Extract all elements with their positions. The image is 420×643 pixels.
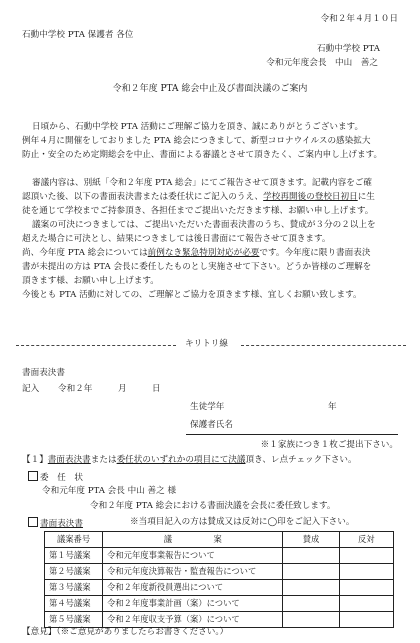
intro-line: 防止・安全のため定期総会を中止、書面による審議とさせて頂きたく、ご案内申し上げます。 [22, 150, 383, 160]
body-line [22, 248, 370, 259]
agenda-number: 第５号議案 [45, 612, 103, 628]
entry-era: 令和２年 [58, 384, 93, 394]
proxy-text: 令和２年度 PTA 総会における書面決議を会長に委任致します。 [90, 501, 336, 511]
oppose-cell[interactable] [339, 548, 393, 564]
approve-cell[interactable] [283, 612, 339, 628]
vote-checkbox[interactable] [28, 517, 38, 527]
cut-label: キリトリ線 [181, 339, 232, 350]
body-line: 徒を通じて学校までご持参頂き、各担任までご提出いただきます様、お願い申し上げます。 [22, 206, 374, 216]
body-text: です。今年度に限り書面表決 [259, 248, 371, 258]
document-date: 令和２年４月１０日 [320, 14, 398, 24]
body-line: 書が未提出の方は PTA 会長に委任したものとし実施させて下さい。どうか皆様のご理解を [22, 262, 372, 272]
form-note: ※１家族につき１枚ご提出下さい。 [260, 440, 398, 450]
proxy-checkbox[interactable] [28, 471, 38, 481]
vote-table [44, 531, 394, 628]
question-text: 頂き、レ点チェック下さい。 [245, 455, 357, 465]
vote-label: 書面表決書 [40, 519, 83, 529]
opinion-note: （※ご意見がありましたらお書きください。） [56, 627, 229, 637]
body-text: 尚、今年度 PTA 総会については [22, 248, 148, 258]
question-text: または [90, 455, 117, 465]
body-text: に生 [357, 192, 375, 202]
agenda-item: 令和２年度新役員選出について [103, 580, 283, 596]
oppose-cell[interactable] [339, 612, 393, 628]
grade-label: 生徒学年 [190, 402, 225, 412]
document-title: 令和２年度 PTA 総会中止及び書面決議のご案内 [112, 84, 308, 94]
agenda-item: 令和２年度事業計画（案）について [103, 596, 283, 612]
underlined-text: 学校再開後の登校日初日 [263, 192, 358, 202]
body-line: 超えた場合に可決とし、結果につきましては後日書面にて報告させて頂きます。 [22, 234, 331, 244]
header-cell: 反対 [339, 532, 393, 548]
underlined-text: 書面表決書 [47, 455, 91, 465]
oppose-cell[interactable] [339, 580, 393, 596]
header-cell: 賛成 [283, 532, 339, 548]
grade-suffix: 年 [328, 402, 337, 412]
underlined-text: 前例なき緊急特別対応が必要 [147, 248, 260, 258]
table-row [45, 564, 394, 580]
agenda-item: 令和元年度決算報告・監査報告について [103, 564, 283, 580]
agenda-item: 令和元年度事業報告について [103, 548, 283, 564]
intro-line: 例年４月に開催をしておりました PTA 総会につきまして、新型コロナウイルスの感染拡大 [22, 136, 371, 146]
recipient: 石動中学校 PTA 保護者 各位 [22, 30, 134, 40]
table-row [45, 548, 394, 564]
approve-cell[interactable] [283, 580, 339, 596]
agenda-item: 令和２年度収支予算（案）について [103, 612, 283, 628]
question-1 [22, 455, 357, 466]
table-row [45, 596, 394, 612]
approve-cell[interactable] [283, 564, 339, 580]
guardian-label: 保護者氏名 [190, 420, 233, 430]
oppose-cell[interactable] [339, 564, 393, 580]
vote-option[interactable] [28, 517, 83, 530]
cut-dash [241, 345, 406, 346]
body-line: 今後とも PTA 活動に対しての、ご理解とご協力を頂きます様、宜しくお願い致します。 [22, 290, 362, 300]
approve-cell[interactable] [283, 596, 339, 612]
guardian-underline [186, 434, 398, 435]
proxy-option[interactable] [28, 471, 83, 484]
agenda-number: 第１号議案 [45, 548, 103, 564]
sender-chair: 令和元年度会長 中山 善之 [266, 58, 378, 68]
body-line [22, 192, 375, 203]
intro-line: 日頃から、石動中学校 PTA 活動にご理解ご協力を頂き、誠にありがとうございます。 [32, 122, 364, 132]
header-cell: 議案番号 [45, 532, 103, 548]
approve-cell[interactable] [283, 548, 339, 564]
entry-month: 月 [118, 384, 127, 394]
question-number: 【１】 [22, 455, 48, 465]
body-line: 頂きます様、お願い申し上げます。 [22, 276, 159, 286]
proxy-label: 委 任 状 [40, 473, 83, 483]
proxy-addressee: 令和元年度 PTA 会長 中山 善之 様 [42, 486, 177, 496]
agenda-number: 第４号議案 [45, 596, 103, 612]
opinion-label: 【意見】 [22, 627, 57, 637]
cut-dash [16, 345, 176, 346]
underlined-text: 委任状のいずれかの項目にて決議 [116, 455, 246, 465]
vote-table-header [45, 532, 394, 548]
body-line: 審議内容は、別紙「令和２年度 PTA 総会」にてご報告させて頂きます。記載内容をご確 [32, 178, 372, 188]
entry-day: 日 [152, 384, 161, 394]
table-row [45, 580, 394, 596]
oppose-cell[interactable] [339, 596, 393, 612]
cut-line [16, 340, 406, 350]
table-row [45, 612, 394, 628]
header-cell: 議 案 [103, 532, 283, 548]
entry-label: 記入 [22, 384, 40, 394]
body-line: 議案の可決につきましては、ご提出いただいた書面表決書のうち、賛成が３分の２以上を [32, 220, 376, 230]
opinion-field[interactable] [22, 627, 228, 638]
vote-note: ※当項目記入の方は賛成又は反対に◯印をご記入下さい。 [130, 517, 355, 527]
form-title: 書面表決書 [22, 368, 65, 378]
agenda-number: 第２号議案 [45, 564, 103, 580]
sender-school: 石動中学校 PTA [317, 44, 380, 54]
agenda-number: 第３号議案 [45, 580, 103, 596]
body-text: 認頂いた後、以下の書面表決書または委任状にご記入のうえ、 [22, 192, 264, 202]
